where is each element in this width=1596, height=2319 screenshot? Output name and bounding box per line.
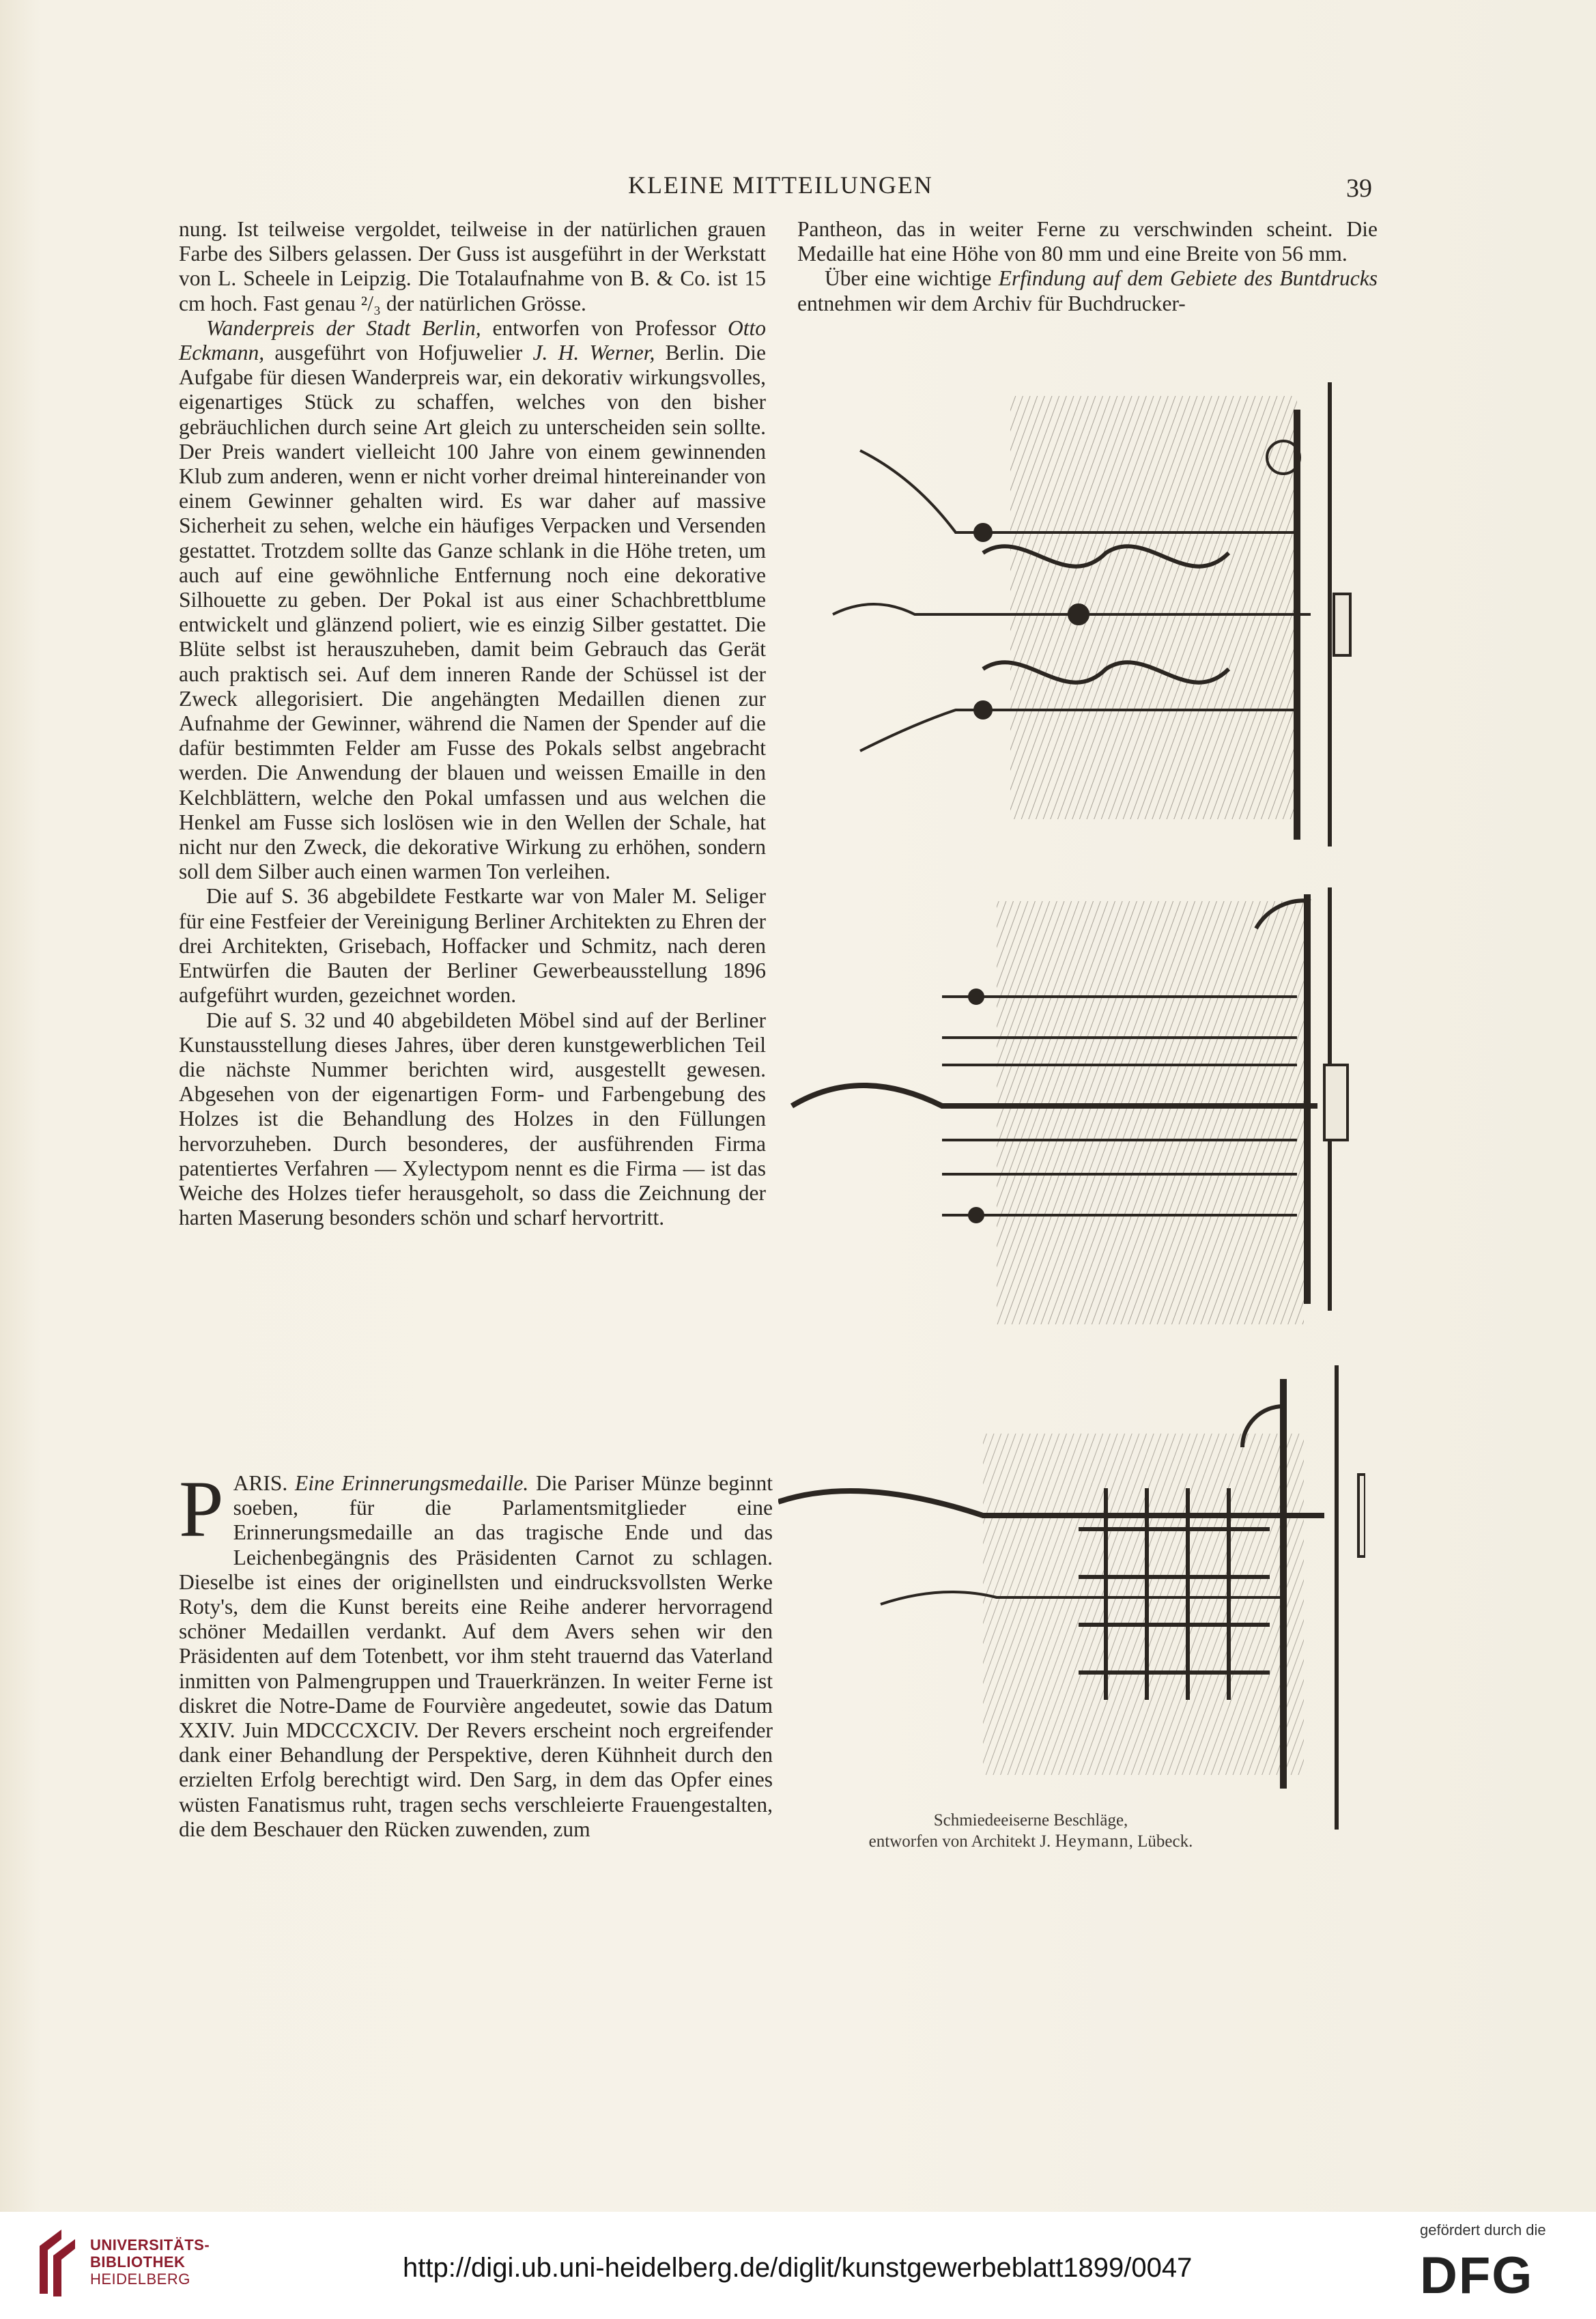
wrought-iron-fittings-illustration	[778, 369, 1365, 1836]
running-header	[0, 171, 1596, 212]
buntdruck-title: Erfindung auf dem Gebiete des Buntdrucks	[998, 266, 1378, 291]
caption-line-1: Schmiedeeiserne Beschläge,	[933, 1811, 1128, 1830]
werner-name: J. H. Werner,	[532, 341, 655, 365]
paragraph-paris: ARIS. Eine Erinnerungsmedaille. Die Pariser Münze beginnt soeben, für die Parlamentsmitglieder eine Erinnerungsmedaille an das tragische Ende und das Leichenbegängnis des Präsidenten Carnot zu schlagen. Dieselbe ist eines der originellsten und eindrucksvollsten Werke Roty's, dem die Kunst bereits eine Reihe anderer hervorragend schöner Medaillen verdankt. Auf dem Avers sehen wir den Präsidenten auf dem Totenbett, vor ihm steht trauernd das Vaterland inmitten von Palmengruppen und Trauerkränzen. In weiter Ferne ist diskret die Notre-Dame de Fourvière angedeutet, sowie das Datum XXIV. Juin MDCCCXCIV. Der Revers erscheint noch ergreifender dank einer Behandlung der Perspektive, deren Kühnheit durch den erzielten Erfolg berechtigt wird. Den Sarg, in dem das Opfer eines wüsten Fanatismus ruht, tragen sechs verschleierte Frauengestalten, die dem Beschauer den Rücken zuwenden, zum	[179, 1471, 773, 1841]
permalink-url[interactable]: http://digi.ub.uni-heidelberg.de/diglit/kunstgewerbeblatt1899/0047	[403, 2253, 1193, 2283]
paris-lead: ARIS.	[233, 1471, 288, 1495]
paragraph-buntdruck: Über eine wichtige Erfindung auf dem Gebiete des Buntdrucks entnehmen wir dem Archiv für Buchdrucker-	[797, 266, 1378, 315]
architect-name: Heymann	[1055, 1831, 1129, 1851]
fitting-bottom	[778, 1365, 1365, 1830]
left-column-text	[179, 217, 766, 1230]
caption-line-2: entworfen von Architekt J. Heymann, Lübeck.	[868, 1831, 1193, 1851]
paris-title: Eine Erinnerungsmedaille.	[295, 1471, 529, 1495]
running-title: KLEINE MITTEILUNGEN	[628, 171, 933, 199]
page-number: 39	[1346, 174, 1372, 203]
paragraph-festkarte: Die auf S. 36 abgebildete Festkarte war von Maler M. Seliger für eine Festfeier der Vereinigung Berliner Architekten zu Ehren der drei Architekten, Grisebach, Hoffacker und Schmitz, nach deren Entwürfen die Bauten der Berliner Gewerbeausstellung 1896 aufgeführt wurden, gezeichnet worden.	[179, 884, 766, 1008]
paragraph-moebel: Die auf S. 32 und 40 abgebildeten Möbel sind auf der Berliner Kunstausstellung dieses Jahres, über deren kunstgewerblichen Teil die nächste Nummer berichten wird, ausgestellt gewesen. Abgesehen von der eigenartigen Form- und Farbengebung des Holzes ist die Behandlung des Holzes in den Füllungen hervorzuheben. Durch besonderes, der ausführenden Firma patentiertes Verfahren — Xylectypom nennt es die Firma — ist das Weiche des Holzes tiefer herausgeholt, so dass die Zeichnung der harten Maserung besonders schön und scharf hervortritt.	[179, 1008, 766, 1230]
fitting-middle	[792, 887, 1348, 1324]
right-column-text	[797, 217, 1378, 316]
wanderpreis-title: Wanderpreis der Stadt Berlin,	[206, 315, 481, 340]
university-library-logo-icon	[34, 2225, 82, 2301]
dfg-logo: DFG	[1420, 2247, 1534, 2305]
paris-article	[179, 1464, 773, 1842]
funding-note: gefördert durch die	[1420, 2221, 1546, 2238]
paragraph-pantheon: Pantheon, das in weiter Ferne zu verschwinden scheint. Die Medaille hat eine Höhe von 80 mm und eine Breite von 56 mm.	[797, 217, 1378, 266]
digitization-footer	[0, 2212, 1596, 2319]
fitting-top	[833, 382, 1350, 846]
eckmann-name: Otto Eckmann,	[179, 315, 766, 365]
drop-cap: P	[179, 1464, 224, 1554]
figure-caption	[799, 1810, 1263, 1852]
library-name: UNIVERSITÄTS- BIBLIOTHEK HEIDELBERG	[90, 2236, 210, 2288]
paragraph-pokal-end: nung. Ist teilweise vergoldet, teilweise in der natürlichen grauen Farbe des Silbers gelassen. Der Guss ist ausgeführt in der Werkstatt von L. Scheele in Leipzig. Die Totalaufnahme von B. & Co. ist 15 cm hoch. Fast genau ²/₃ der natürlichen Grösse.	[179, 217, 766, 315]
paragraph-wanderpreis: Wanderpreis der Stadt Berlin, entworfen von Professor Otto Eckmann, ausgeführt von Hofjuwelier J. H. Werner, Berlin. Die Aufgabe für diesen Wanderpreis war, ein dekorativ wirkungsvolles, eigenartiges Stück zu schaffen, welches von den bisher gebräuchlichen durch seine Art gleich zu unterscheiden sein sollte. Der Preis wandert vielleicht 100 Jahre von einem gewinnenden Klub zum anderen, wenn er nicht vorher dreimal hintereinander von einem Gewinner gehalten wird. Es war daher auf massive Sicherheit zu sehen, welche ein häufiges Verpacken und Versenden gestattet. Trotzdem sollte das Ganze schlank in die Höhe treten, um auch auf eine gewöhnliche Entfernung noch eine dekorative Silhouette zu geben. Der Pokal ist aus einer Schachbrettblume entwickelt und glänzend poliert, wie es einzig Silber gestattet. Die Blüte selbst ist herauszuheben, damit beim Gebrauch das Gerät auch praktisch sei. Auf dem inneren Rande der Schüssel ist der Zweck allegorisiert. Die angehängten Medaillen dienen zur Aufnahme der Gewinner, während die Namen der Spender auf die dafür bestimmten Felder am Fusse des Pokals selbst angebracht werden. Die Anwendung der blauen und weissen Emaille in den Kelchblättern, welche den Pokal umfassen und aus welchen die Henkel am Fusse sich loslösen wie in den Wellen der Schale, hat nicht nur den Zweck, die dekorative Wirkung zu erhöhen, sondern soll dem Silber auch einen warmen Ton verleihen.	[179, 315, 766, 884]
